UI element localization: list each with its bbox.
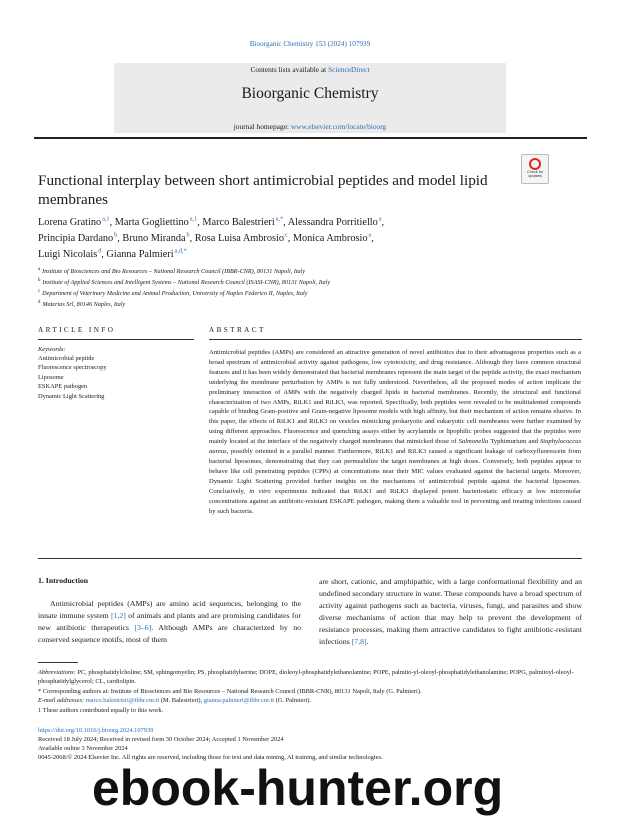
online-date: Available online 3 November 2024 xyxy=(38,745,128,752)
author-list: Lorena Gratino $^{a,1}$, Marta Gogliettino $^{a,1}$, Marco Balestrieri $^{a,*}$, Alessandra Porritiello $^a$, Principia Dardano $^b$, Bruno Miranda $^b$, Rosa Luisa Ambrosio $^c$, Monica Ambrosio $^a$, Luigi Nicolais $^d$, Gianna Palmieri $^{a,d,*}$ xyxy=(38,215,385,260)
homepage-line xyxy=(114,122,506,131)
sciencedirect-link[interactable]: ScienceDirect xyxy=(328,65,370,74)
author: Principia Dardano xyxy=(38,232,114,244)
footnote-divider xyxy=(38,662,78,663)
reference-link[interactable]: [7,8] xyxy=(351,636,367,646)
reference-link[interactable]: [1,2] xyxy=(110,610,126,620)
author: Marta Gogliettino xyxy=(114,217,189,228)
affiliation: $^a$ Institute of Biosciences and Bio Resources – National Research Council (IBBR-CNR), 80131 Napoli, Italy xyxy=(38,267,306,276)
affiliation: $^d$ Materias Srl, 80146 Naples, Italy xyxy=(38,300,126,309)
introduction-right-column: are short, cationic, and amphipathic, with a large conformational flexibility and an undefined secondary structure in water. These compounds have a broad spectrum of activity against pathogens such as bacteria, viruses, fungi, and parasites and show diverse mechanisms of action that may help to prevent the development of resistance processes, making them attractive candidates to fight antibiotic-resistant infections [7,8]. xyxy=(319,577,582,646)
keyword: Dynamic Light Scattering xyxy=(38,392,105,400)
check-for-updates-button[interactable] xyxy=(521,154,549,184)
check-updates-label: Check for updates xyxy=(526,170,544,179)
reference-link[interactable]: [3–6] xyxy=(134,622,152,632)
check-updates-icon xyxy=(529,158,541,170)
author-affiliation-mark[interactable]: b xyxy=(186,231,190,239)
homepage-link[interactable]: www.elsevier.com/locate/bioorg xyxy=(290,122,387,131)
author-affiliation-mark[interactable]: a,d,* xyxy=(174,247,187,255)
introduction-left-column: Antimicrobial peptides (AMPs) are amino acid sequences, belonging to the innate immune system [1,2] of animals and plants and are promising candidates for new antibiotic therapeutics [3–6]. Although AMPs are characterized by no conserved sequence motifs, most of them xyxy=(38,599,301,644)
author-affiliation-mark[interactable]: a xyxy=(378,215,382,223)
abstract-heading: ABSTRACT xyxy=(209,326,266,334)
email-link[interactable]: marco.balestrieri@ibbr.cnr.it xyxy=(85,697,160,705)
affiliation: $^b$ Institute of Applied Sciences and Intelligent Systems – National Research Council (ISASI-CNR), 80131 Napoli, Italy xyxy=(38,278,331,287)
equal-contribution-footnote: 1 These authors contributed equally to this work. xyxy=(38,706,164,714)
author-affiliation-mark[interactable]: a,1 xyxy=(189,215,198,223)
author: Marco Balestrieri xyxy=(202,217,275,228)
author-affiliation-mark[interactable]: d xyxy=(98,247,102,255)
homepage-prefix: journal homepage: xyxy=(233,122,291,131)
keyword: Fluorescence spectroscopy xyxy=(38,364,107,372)
author-affiliation-mark[interactable]: a,* xyxy=(275,215,284,223)
article-title: Functional interplay between short antimicrobial peptides and model lipid membranes xyxy=(38,172,488,208)
introduction-heading: 1. Introduction xyxy=(38,576,89,585)
contents-prefix: Contents lists available at xyxy=(250,65,329,74)
author: Monica Ambrosio xyxy=(292,232,368,244)
email-link[interactable]: gianna.palmieri@ibbr.cnr.it xyxy=(203,697,275,705)
author: Gianna Palmieri xyxy=(106,248,174,260)
author: Lorena Gratino xyxy=(38,217,102,228)
affiliation-list xyxy=(38,265,558,309)
publication-info xyxy=(38,726,583,762)
author: Alessandra Porritiello xyxy=(287,217,378,228)
author-affiliation-mark[interactable]: b xyxy=(114,231,118,239)
footnotes xyxy=(38,668,583,715)
watermark-text: ebook-hunter.org xyxy=(92,760,504,816)
affiliation: $^c$ Department of Veterinary Medicine and Animal Production, University of Naples Federico II, Naples, Italy xyxy=(38,289,308,298)
journal-title: Bioorganic Chemistry xyxy=(241,85,379,102)
corresponding-footnote: * Corresponding authors at: Institute of Biosciences and Bio Resources – National Research Council (IBBR-CNR), 80131 Napoli, Italy (G. Palmieri). xyxy=(38,687,422,695)
contents-line xyxy=(114,65,506,74)
copyright-line: 0045-2068/© 2024 Elsevier Inc. All rights are reserved, including those for text and data mining, AI training, and similar technologies. xyxy=(38,754,383,761)
keyword: Liposome xyxy=(38,373,64,381)
abstract-divider xyxy=(209,339,582,340)
journal-citation[interactable]: Bioorganic Chemistry 153 (2024) 107939 xyxy=(249,40,371,48)
author-affiliation-mark[interactable]: a xyxy=(368,231,372,239)
author-affiliation-mark[interactable]: a,1 xyxy=(102,215,110,223)
author: Luigi Nicolais xyxy=(38,248,98,260)
abbreviations-footnote: Abbreviations: PC, phosphatidylcholine; SM, sphingomyelin; PS, phosphatidylserine; DOPE, dioleoyl-phosphatidylethanolamine; POPE, palmito-yl-oleoyl-phosphatidylethanolamine; POPG, palmitoyl-oleoyl-phosphatidylglycerol; CL, cardiolipin. xyxy=(38,669,574,686)
abstract-text: Antimicrobial peptides (AMPs) are considered an attractive generation of novel antibiotics due to their advantageous properties such as a broad spectrum of antimicrobial activity against pathogens, low cytotoxicity, and drug resistance. Although they have common structural features and it has been widely demonstrated that bacterial membranes represent the main target of the peptide activity, the exact mechanism underlying the membrane perturbation by AMPs is not fully understood. Nevertheless, all the proposed modes of action implicate the preliminary interaction of AMPs with the negatively charged lipids in bacterial membranes. Recently, the structural and functional characterization of two AMPs, RiLK1 and RiLK3, was reported. Specifically, both peptides were revealed to be multitalented compounds capable of binding Gram-positive and Gram-negative liposome models with high affinity, but their mechanism of action remains elusive. In this paper, the effects of RiLK1 and RiLK3 on vesicles mimicking prokaryotic and eukaryotic cell membranes were further examined by using different approaches. Fluorescence and quenching assays either by acrylamide or lipophilic probes suggested that the peptides were mainly located at the interface of the negatively charged membranes that mimicked those of Salmonella Typhimurium and Staphylococcus aureus, possibly oriented in a parallel manner. Furthermore, RiLK1 and RiLK3 caused a significant leakage of carboxyfluorescein from bacterial liposomes, demonstrating that they can permeabilize the target membranes at high doses. Conversely, both peptides appear to behave like cell penetrating peptides (CPPs) at concentrations near their MIC values evaluated against the bacterial targets. Moreover, Dynamic Light Scattering provided further insights on the mechanisms of antimicrobial peptide against the bacterial liposomes. Conclusively, in vitro experiments indicated that RiLK1 and RiLK3 displayed potent bacteriostatic efficacy at low micromolar concentrations against an antibiotic-resistant ESKAPE pathogen, making them a valuable tool in preventing and treating infections caused by such bacteria. xyxy=(209,349,582,515)
journal-masthead xyxy=(114,63,506,133)
email-footnote: E-mail addresses: marco.balestrieri@ibbr.cnr.it (M. Balestrieri), gianna.palmieri@ibbr.cnr.it (G. Palmieri). xyxy=(38,697,311,705)
body-divider xyxy=(38,558,582,559)
author: Rosa Luisa Ambrosio xyxy=(194,232,285,244)
author-affiliation-mark[interactable]: c xyxy=(284,231,288,239)
article-info-divider xyxy=(38,339,194,340)
received-dates: Received 18 July 2024; Received in revised form 30 October 2024; Accepted 1 November 2024 xyxy=(38,736,284,743)
keyword-list xyxy=(38,354,107,401)
watermark xyxy=(92,758,620,818)
author: Bruno Miranda xyxy=(122,232,186,244)
article-info-heading: ARTICLE INFO xyxy=(38,326,116,334)
doi-link[interactable]: https://doi.org/10.1016/j.bioorg.2024.107939 xyxy=(38,727,154,734)
keyword: ESKAPE pathogen xyxy=(38,383,88,391)
header-divider xyxy=(34,137,587,139)
keyword: Antimicrobial peptide xyxy=(38,355,95,362)
keywords-label: Keywords: xyxy=(38,346,66,353)
